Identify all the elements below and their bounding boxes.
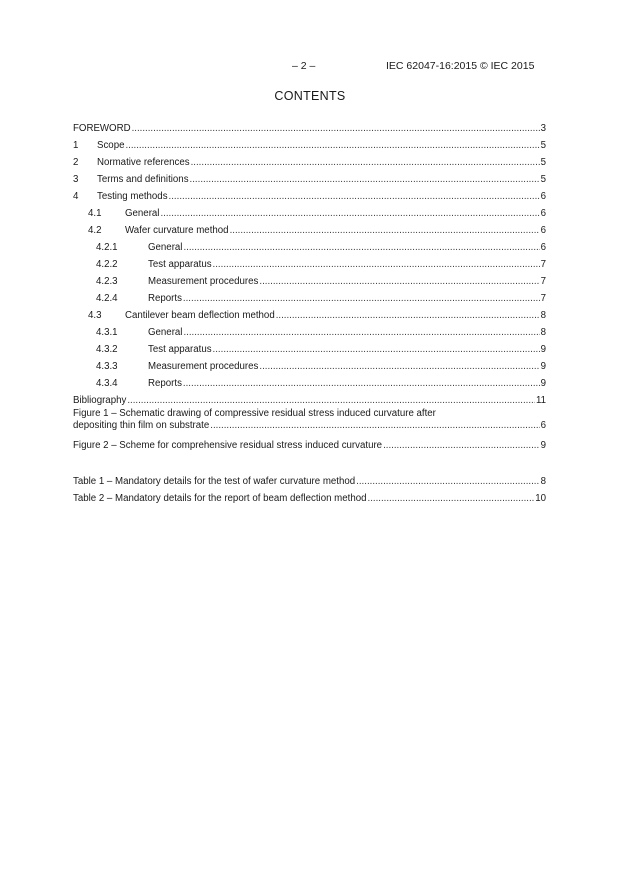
toc-entry-page: 9 [540,361,546,372]
toc-entry-4-3-1-general[interactable] [73,325,546,339]
toc-entry-4-3-2-test-apparatus[interactable] [73,342,546,356]
toc-entry-page: 8 [540,327,546,338]
toc-entry-label: Bibliography [73,395,127,406]
toc-entry-4-2-1-general[interactable] [73,240,546,254]
toc-entry-page: 8 [540,310,546,321]
dot-leader [356,476,539,488]
toc-entry-number: 3 [73,174,79,185]
toc-entry-page: 7 [540,259,546,270]
toc-entry-number: 2 [73,157,79,168]
dot-leader [210,420,539,432]
figure-entry-label: Figure 2 – Scheme for comprehensive residual stress induced curvature [73,440,383,451]
toc-entry-label: Terms and definitions [97,174,189,185]
toc-entry-page: 11 [535,395,546,406]
figure-entry-label-continued: depositing thin film on substrate [73,420,210,431]
toc-entry-label: Test apparatus [148,344,212,355]
toc-entry-number: 4.3.2 [96,344,118,355]
toc-entry-number: 4.3.3 [96,361,118,372]
dot-leader [259,276,539,288]
toc-entry-page: 5 [540,140,546,151]
toc-entry-number: 1 [73,140,79,151]
table-entry-label: Table 2 – Mandatory details for the report of beam deflection method [73,493,367,504]
toc-entry-cantilever-beam-deflection-method[interactable] [73,308,546,322]
toc-entry-label: Reports [148,293,182,304]
toc-entry-page: 5 [540,174,546,185]
dot-leader [368,493,535,505]
dot-leader [191,157,540,169]
dot-leader [127,395,535,407]
dot-leader [132,123,540,135]
dot-leader [383,440,540,452]
toc-entry-4-3-4-reports[interactable] [73,376,546,390]
dot-leader [259,361,539,373]
toc-entry-label: Measurement procedures [148,361,259,372]
table-entry-page: 8 [540,476,546,487]
toc-entry-label: Reports [148,378,182,389]
toc-entry-4-2-3-measurement-procedures[interactable] [73,274,546,288]
toc-entry-number: 4.2.3 [96,276,118,287]
dot-leader [183,242,539,254]
dot-leader [213,259,540,271]
table-entry-page: 10 [535,493,546,504]
dot-leader [276,310,540,322]
dot-leader [125,140,539,152]
toc-entry-page: 7 [540,276,546,287]
toc-entry-number: 4.2.1 [96,242,118,253]
toc-entry-number: 4.3 [88,310,102,321]
toc-entry-label: FOREWORD [73,123,131,134]
toc-entry-4-2-2-test-apparatus[interactable] [73,257,546,271]
toc-entry-number: 4.2.2 [96,259,118,270]
toc-entry-label: Scope [97,140,125,151]
figure-entry-page: 9 [540,440,546,451]
toc-entry-scope[interactable] [73,138,546,152]
toc-entry-page: 6 [540,225,546,236]
toc-entry-page: 6 [540,242,546,253]
toc-entry-label: Wafer curvature method [125,225,229,236]
dot-leader [183,327,539,339]
figure-entry-label: Figure 1 – Schematic drawing of compressive residual stress induced curvature after [73,408,436,419]
toc-entry-label: Normative references [97,157,190,168]
toc-entry-label: Test apparatus [148,259,212,270]
toc-entry-page: 6 [540,191,546,202]
toc-entry-normative-references[interactable] [73,155,546,169]
toc-entry-page: 9 [540,378,546,389]
toc-entry-number: 4.1 [88,208,102,219]
dot-leader [160,208,539,220]
dot-leader [183,378,540,390]
toc-entry-page: 3 [540,123,546,134]
figure-entry-1[interactable] [73,408,546,432]
toc-entry-number: 4 [73,191,79,202]
toc-entry-page: 7 [540,293,546,304]
dot-leader [213,344,540,356]
toc-entry-page: 5 [540,157,546,168]
table-entry-2[interactable] [73,491,546,505]
dot-leader [190,174,540,186]
toc-entry-foreword[interactable] [73,121,546,135]
toc-entry-number: 4.2 [88,225,102,236]
toc-entry-label: General [125,208,160,219]
page-number: – 2 – [292,60,316,72]
dot-leader [230,225,540,237]
dot-leader [183,293,540,305]
document-id: IEC 62047-16:2015 © IEC 2015 [386,60,535,72]
toc-entry-number: 4.3.1 [96,327,118,338]
toc-entry-bibliography[interactable] [73,393,546,407]
toc-entry-number: 4.2.4 [96,293,118,304]
page-title: CONTENTS [274,89,346,103]
toc-entry-page: 9 [540,344,546,355]
table-entry-1[interactable] [73,474,546,488]
table-entry-label: Table 1 – Mandatory details for the test of wafer curvature method [73,476,356,487]
figure-entry-page: 6 [540,420,546,431]
toc-entry-label: General [148,242,183,253]
figure-entry-2[interactable] [73,438,546,452]
toc-entry-label: Measurement procedures [148,276,259,287]
toc-entry-4-2-4-reports[interactable] [73,291,546,305]
toc-entry-label: Cantilever beam deflection method [125,310,275,321]
toc-entry-4-3-3-measurement-procedures[interactable] [73,359,546,373]
toc-entry-label: Testing methods [97,191,168,202]
dot-leader [169,191,540,203]
toc-entry-terms-and-definitions[interactable] [73,172,546,186]
toc-entry-number: 4.3.4 [96,378,118,389]
toc-entry-page: 6 [540,208,546,219]
toc-entry-testing-methods[interactable] [73,189,546,203]
toc-entry-4-1-general[interactable] [73,206,546,220]
toc-entry-label: General [148,327,183,338]
toc-entry-wafer-curvature-method[interactable] [73,223,546,237]
